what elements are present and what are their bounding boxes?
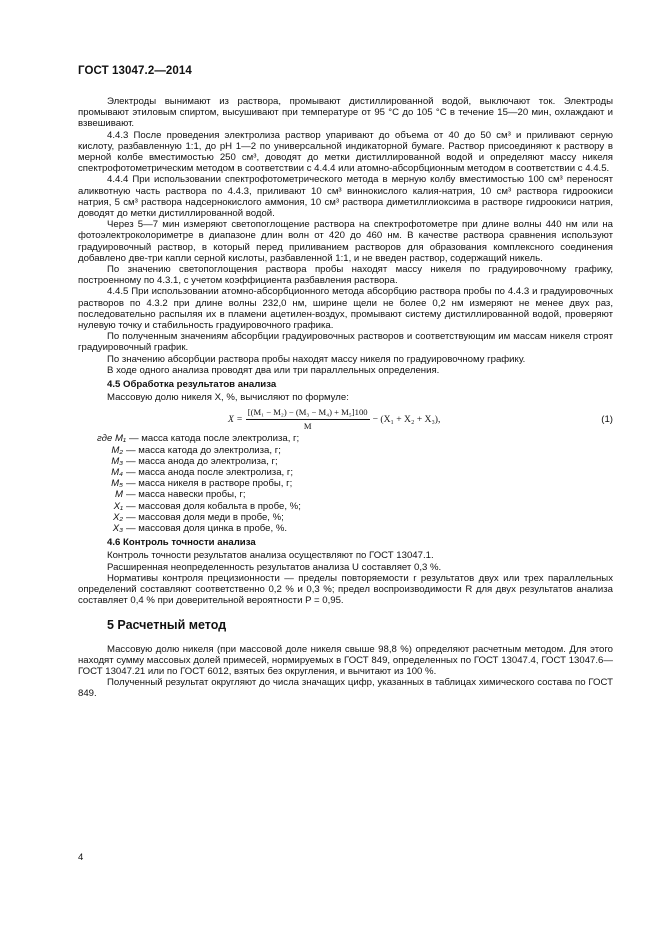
variable-definition xyxy=(78,489,613,500)
variable-description: — масса никеля в растворе пробы, г; xyxy=(126,478,293,490)
variable-symbol: где M₁ xyxy=(97,433,126,445)
variable-description: — массовая доля меди в пробе, %; xyxy=(126,511,284,523)
variable-symbol: X₂ xyxy=(112,511,123,523)
paragraph: Нормативы контроля прецизионности — пределы повторяемости r результатов двух или трех параллельных определений составляют соответственно 0,2 % и 0,3 %; предел воспроизводимости R для двух результатов анализа составляет 0,4 % при доверительной вероятности P = 0,95. xyxy=(78,572,613,607)
variable-symbol: M xyxy=(115,489,123,501)
paragraph: Электроды вынимают из раствора, промывают дистиллированной водой, выключают ток. Электроды промывают этиловым спиртом, высушивают при температуре от 95 °С до 105 °С в течение 15—20 мин, охлаждают и взвешивают. xyxy=(78,96,613,130)
variable-symbol: M₃ xyxy=(111,455,123,467)
section-heading-5: 5 Расчетный метод xyxy=(107,618,227,633)
paragraph: Полученный результат округляют до числа значащих цифр, указанных в таблицах химического состава по ГОСТ 849. xyxy=(78,677,613,700)
variable-symbol: M₄ xyxy=(111,467,123,479)
variable-description: — масса анода до электролиза, г; xyxy=(126,455,278,467)
formula xyxy=(228,406,440,432)
formula-denominator: M xyxy=(303,420,312,431)
variable-definition xyxy=(78,456,613,467)
variable-definition xyxy=(78,467,613,478)
variable-symbol: X₃ xyxy=(112,522,123,534)
paragraph: По значению абсорбции раствора пробы находят массу никеля по градуировочному графику. xyxy=(107,353,526,365)
variable-definition xyxy=(78,445,613,456)
formula-block xyxy=(78,406,613,432)
variable-description: — массовая доля кобальта в пробе, %; xyxy=(126,500,301,512)
paragraph: По значению светопоглощения раствора пробы находят массу никеля по градуировочному графику, построенному по 4.3.1, с учетом коэффициента разбавления раствора. xyxy=(78,264,613,287)
formula-rhs: − (X₁ + X₂ + X₃), xyxy=(372,413,441,425)
formula-number: (1) xyxy=(601,414,613,426)
formula-lhs: X = xyxy=(228,413,243,425)
paragraph: Через 5—7 мин измеряют светопоглощение раствора на спектрофотометре при длине волны 440 нм или на фотоэлектроколориметре в диапазоне длин волн от 420 до 460 нм. В качестве раствора сравнения используют градуировочный раствор, в который перед приливанием растворов для образования комплексного соединения добавлено две-три капли серной кислоты, разбавленной 1:1, и не введен раствор, содержащий никель. xyxy=(78,219,613,264)
paragraph: Контроль точности результатов анализа осуществляют по ГОСТ 13047.1. xyxy=(107,550,434,562)
variable-symbol: M₂ xyxy=(111,444,123,456)
paragraph: По полученным значениям абсорбции градуировочных растворов и соответствующим им массам никеля строят градуировочный график. xyxy=(78,331,613,354)
paragraph: Массовую долю никеля (при массовой доле никеля свыше 98,8 %) определяют расчетным методом. Для этого находят сумму массовых долей примесей, нормируемых в ГОСТ 849, определенных по ГОСТ 13047.4, ГОСТ 13047.6—ГОСТ 13047.21 или по ГОСТ 6012, взятых без округления, и вычитают из 100 %. xyxy=(78,643,613,677)
page-header-title: ГОСТ 13047.2—2014 xyxy=(78,65,192,77)
variable-description: — масса катода до электролиза, г; xyxy=(126,444,281,456)
variable-description: — массовая доля цинка в пробе, %. xyxy=(126,522,288,534)
variable-symbol: M₅ xyxy=(111,478,123,490)
variable-definitions xyxy=(78,433,613,534)
variable-definition xyxy=(78,478,613,489)
variable-description: — масса катода после электролиза, г; xyxy=(129,433,300,445)
variable-description: — масса навески пробы, г; xyxy=(126,489,246,501)
section-heading-4-5: 4.5 Обработка результатов анализа xyxy=(107,379,277,391)
formula-fraction xyxy=(246,407,370,432)
paragraph: 4.4.3 После проведения электролиза раствор упаривают до объема от 40 до 50 см³ и приливают серную кислоту, разбавленную 1:1, до рН 1—2 по универсальной индикаторной бумаге. Раствор присоединяют к раствору в мерной колбе вместимостью 250 см³, доводят до метки дистиллированной водой и определяют массу никеля спектрофотометрическим методом в соответствии с 4.4.4 или атомно-абсорбционным методом в соответствии с 4.4.5. xyxy=(78,129,613,175)
page-number: 4 xyxy=(78,852,84,863)
variable-definition xyxy=(78,512,613,523)
paragraph: 4.4.4 При использовании спектрофотометрического метода в мерную колбу вместимостью 100 см³ переносят аликвотную часть раствора по 4.4.3, приливают 10 см³ виннокислого калия-натрия, 10 см³ раствора гидроокиси натрия, 5 см³ раствора надсернокислого аммония, 10 см³ раствора диметилглиоксима в растворе гидроокиси натрия, доводят до метки дистиллированной водой. xyxy=(78,174,613,220)
paragraph: Расширенная неопределенность результатов анализа U составляет 0,3 %. xyxy=(107,561,442,573)
variable-symbol: X₁ xyxy=(113,500,123,512)
paragraph: В ходе одного анализа проводят два или три параллельных определения. xyxy=(107,364,440,376)
variable-definition xyxy=(78,501,613,512)
section-heading-4-6: 4.6 Контроль точности анализа xyxy=(107,537,256,549)
paragraph: 4.4.5 При использовании атомно-абсорбционного метода абсорбцию раствора пробы по 4.4.3 и градуировочных растворов по 4.3.2 при длине волны 232,0 нм, ширине щели не более 0,2 нм измеряют не менее двух раз, последовательно распыляя их в пламени ацетилен-воздух, промывают систему дистиллированной водой, проверяют нулевую точку и стабильность градуировочного графика. xyxy=(78,286,613,332)
variable-definition xyxy=(78,523,613,534)
variable-definition xyxy=(78,433,613,444)
variable-description: — масса анода после электролиза, г; xyxy=(126,467,294,479)
document-body xyxy=(78,96,613,700)
formula-intro: Массовую долю никеля X, %, вычисляют по формуле: xyxy=(107,392,349,404)
formula-numerator: [(M₁ − M₂) − (M₃ − M₄) + M₅]100 xyxy=(246,407,370,420)
